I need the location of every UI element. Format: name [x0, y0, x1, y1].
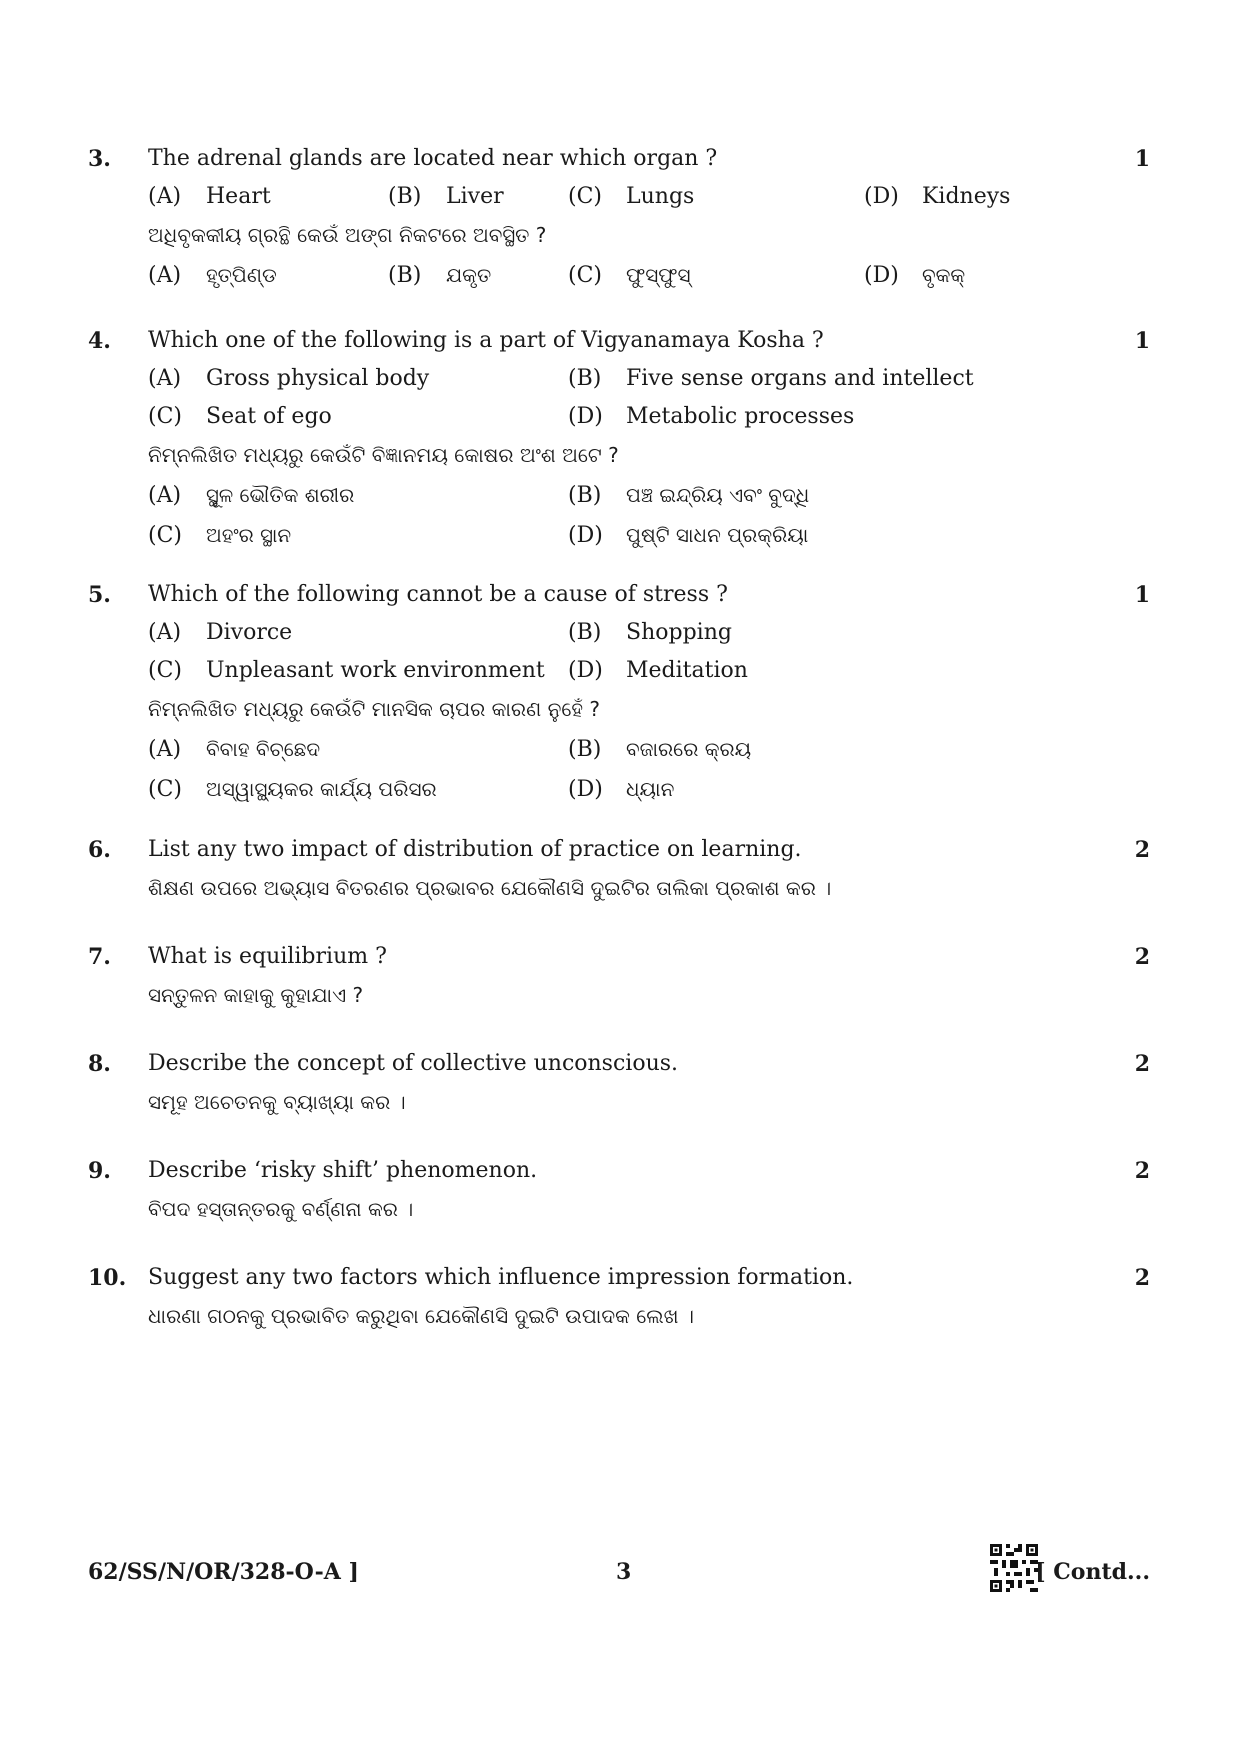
option-a: (A) Divorce	[148, 620, 293, 645]
question-text: Suggest any two factors which influence impression formation.	[148, 1265, 854, 1290]
question-text: Which of the following cannot be a cause of stress ?	[148, 582, 728, 607]
question-marks: 2	[1134, 1265, 1150, 1291]
question-text: Which one of the following is a part of Vigyanamaya Kosha ?	[148, 328, 824, 353]
question-text-odia: ଧାରଣା ଗଠନକୁ ପ୍ରଭାବିତ କରୁଥିବା ଯେକୌଣସି ଦୁଇଟି ଉପାଦକ ଲେଖ ।	[148, 1304, 694, 1328]
option-a-odia: (A) ହୃତ୍‌ପିଣ୍ଡ	[148, 263, 277, 288]
question-text-odia: ସନ୍ତୁଳନ କାହାକୁ କୁହାଯାଏ ?	[148, 983, 364, 1007]
qr-code-icon	[990, 1544, 1038, 1592]
question-5	[88, 576, 1150, 808]
option-c-odia: (C) ଅହଂର ସ୍ଥାନ	[148, 523, 292, 548]
question-number: 5.	[88, 582, 111, 608]
option-d: (D) Metabolic processes	[568, 404, 855, 429]
question-marks: 1	[1134, 328, 1150, 354]
option-b: (B) Liver	[388, 184, 504, 209]
option-c-odia: (C) ଅସ୍ୱାସ୍ଥ୍ୟକର କାର୍ଯ୍ୟ ପରିସର	[148, 777, 437, 802]
question-text: Describe the concept of collective unconscious.	[148, 1051, 679, 1076]
question-number: 10.	[88, 1265, 127, 1291]
question-number: 7.	[88, 944, 111, 970]
question-text-odia: ଶିକ୍ଷଣ ଉପରେ ଅଭ୍ୟାସ ବିତରଣର ପ୍ରଭାବର ଯେକୌଣସି ଦୁଇଟିର ତାଲିକା ପ୍ରକାଶ କର ।	[148, 876, 832, 900]
option-a: (A) Heart	[148, 184, 271, 209]
continued-label: [ Contd...	[1035, 1559, 1150, 1585]
question-7	[88, 938, 1150, 1014]
option-b: (B) Five sense organs and intellect	[568, 366, 974, 391]
paper-code: 62/SS/N/OR/328-O-A ]	[88, 1559, 359, 1585]
option-a-odia: (A) ବିବାହ ବିଚ୍ଛେଦ	[148, 737, 321, 762]
question-marks: 1	[1134, 146, 1150, 172]
question-text-odia: ନିମ୍ନଲିଖିତ ମଧ୍ୟରୁ କେଉଁଟି ବିଜ୍ଞାନମୟ କୋଷର ଅଂଶ ଅଟେ ?	[148, 443, 619, 467]
question-text-odia: ନିମ୍ନଲିଖିତ ମଧ୍ୟରୁ କେଉଁଟି ମାନସିକ ଚାପର କାରଣ ନୁହେଁ ?	[148, 697, 600, 721]
question-9	[88, 1152, 1150, 1228]
option-b: (B) Shopping	[568, 620, 732, 645]
option-b-odia: (B) ବଜାରରେ କ୍ରୟ	[568, 737, 752, 762]
question-4	[88, 322, 1150, 554]
question-text-odia: ସମୂହ ଅଚେତନକୁ ବ୍ୟାଖ୍ୟା କର ।	[148, 1090, 406, 1114]
question-marks: 1	[1134, 582, 1150, 608]
question-number: 3.	[88, 146, 111, 172]
question-number: 6.	[88, 837, 111, 863]
option-c: (C) Lungs	[568, 184, 695, 209]
option-b-odia: (B) ଯକୃତ	[388, 263, 492, 288]
option-a: (A) Gross physical body	[148, 366, 430, 391]
option-c: (C) Seat of ego	[148, 404, 332, 429]
page-footer	[88, 1552, 1150, 1592]
option-c: (C) Unpleasant work environment	[148, 658, 545, 683]
question-text: What is equilibrium ?	[148, 944, 387, 969]
option-a-odia: (A) ସ୍ଥୂଳ ଭୌତିକ ଶରୀର	[148, 483, 355, 508]
question-3	[88, 140, 1150, 294]
option-b-odia: (B) ପଞ୍ଚ ଇନ୍ଦ୍ରିୟ ଏବଂ ବୁଦ୍ଧି	[568, 483, 810, 508]
option-d: (D) Kidneys	[864, 184, 1011, 209]
question-number: 4.	[88, 328, 111, 354]
question-text-odia: ବିପଦ ହସ୍ତାନ୍ତରକୁ ବର୍ଣ୍ଣନା କର ।	[148, 1197, 414, 1221]
question-marks: 2	[1134, 837, 1150, 863]
question-text-odia: ଅଧିବୃକକୀୟ ଗ୍ରନ୍ଥି କେଉଁ ଅଙ୍ଗ ନିକଟରେ ଅବସ୍ଥିତ ?	[148, 223, 547, 247]
question-6	[88, 831, 1150, 907]
question-text: Describe ‘risky shift’ phenomenon.	[148, 1158, 538, 1183]
option-d: (D) Meditation	[568, 658, 748, 683]
question-number: 9.	[88, 1158, 111, 1184]
question-marks: 2	[1134, 944, 1150, 970]
option-d-odia: (D) ବୃକକ୍	[864, 263, 966, 288]
option-d-odia: (D) ଧ୍ୟାନ	[568, 777, 675, 802]
question-marks: 2	[1134, 1158, 1150, 1184]
page-number: 3	[616, 1559, 632, 1585]
option-c-odia: (C) ଫୁସ୍‌ଫୁସ୍	[568, 263, 691, 288]
question-text: List any two impact of distribution of practice on learning.	[148, 837, 802, 862]
option-d-odia: (D) ପୁଷ୍ଟି ସାଧନ ପ୍ରକ୍ରିୟା	[568, 523, 809, 548]
question-text: The adrenal glands are located near which organ ?	[148, 146, 718, 171]
question-number: 8.	[88, 1051, 111, 1077]
question-10	[88, 1259, 1150, 1335]
question-marks: 2	[1134, 1051, 1150, 1077]
question-8	[88, 1045, 1150, 1121]
